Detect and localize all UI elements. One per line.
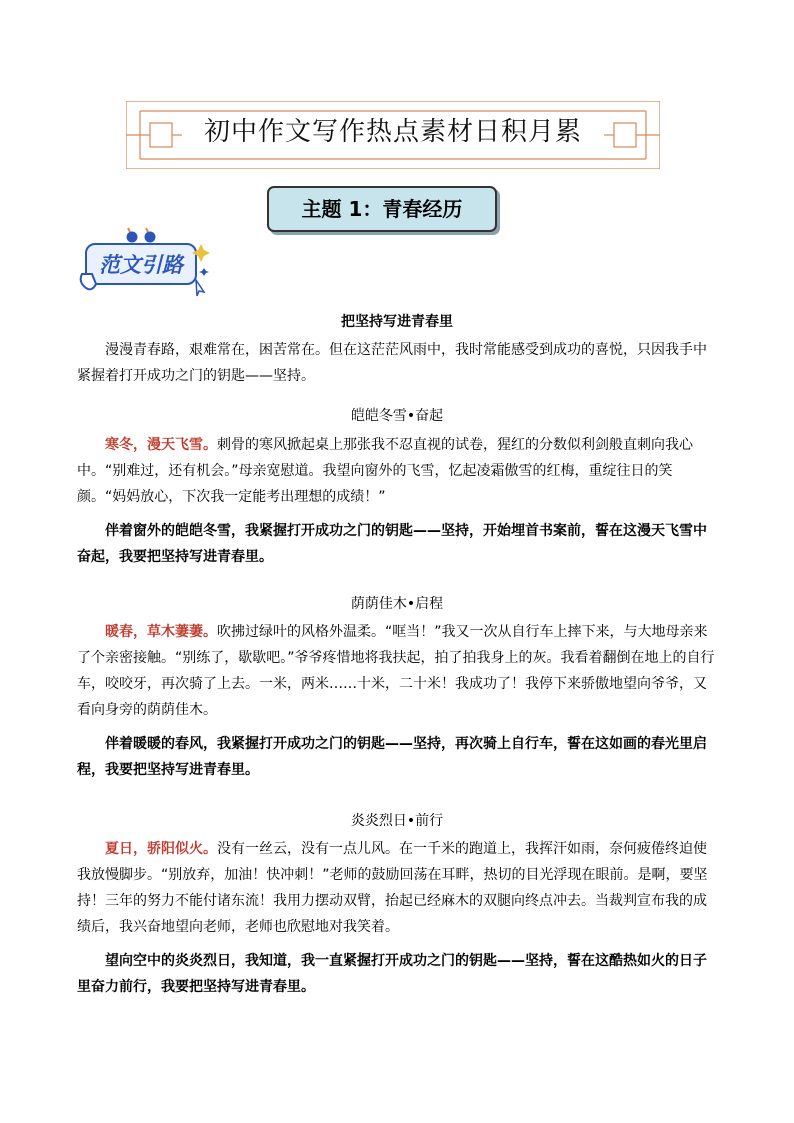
article-title: 把坚持写进青春里 [341, 314, 453, 330]
section-1-summary: 伴着窗外的皑皑冬雪，我紧握打开成功之门的钥匙——坚持，开始埋首书案前，誓在这漫天飞雪中奋起，我要把坚持写进青春里。 [77, 523, 707, 565]
section-3-body [77, 836, 717, 940]
badge-text: 范文引路 [99, 253, 183, 277]
section-3-lead: 夏日，骄阳似火。 [105, 841, 217, 857]
section-3-text: 没有一丝云，没有一点儿风。在一千米的跑道上，我挥汗如雨，奈何疲倦终迫使我放慢脚步。“别放弃，加油！快冲刺！”老师的鼓励回荡在耳畔，热切的目光浮现在眼前。是啊，要坚持！三年的努力不能付诸东流！我用力摆动双臂，抬起已经麻木的双腿向终点冲去。当裁判宣布我的成绩后，我兴奋地望向老师，老师也欣慰地对我笑着。 [77, 841, 708, 935]
banner [126, 101, 660, 169]
section-1-lead: 寒冬，漫天飞雪。 [105, 437, 217, 453]
section-3-summary: 望向空中的炎炎烈日，我知道，我一直紧握打开成功之门的钥匙——坚持，誓在这酷热如火的日子里奋力前行，我要把坚持写进青春里。 [77, 953, 707, 995]
section-1 [77, 432, 717, 570]
section-2-text: 吹拂过绿叶的风格外温柔。“哐当！”我又一次从自行车上摔下来，与大地母亲来了个亲密接触。“别练了，歇歇吧。”爷爷疼惜地将我扶起，拍了拍我身上的灰。我看着翻倒在地上的自行车，咬咬牙，再次骑了上去。一米，两米……十米，二十米！我成功了！我停下来骄傲地望向爷爷，又看向身旁的荫荫佳木。 [77, 624, 715, 718]
section-1-body [77, 432, 717, 510]
section-3-subtitle: 炎炎烈日•前行 [350, 813, 444, 829]
section-badge [72, 226, 212, 300]
badge-graphic [72, 226, 212, 300]
intro-block [77, 337, 717, 389]
section-2-subtitle: 荫荫佳木•启程 [350, 596, 444, 612]
section-1-subtitle: 皑皑冬雪•奋起 [350, 408, 444, 424]
section-2-lead: 暖春，草木萋萋。 [105, 624, 217, 640]
banner-title: 初中作文写作热点素材日积月累 [203, 117, 582, 147]
theme-title: 主题 1：青春经历 [267, 186, 497, 232]
section-1-text: 刺骨的寒风掀起桌上那张我不忍直视的试卷，猩红的分数似利剑般直刺向我心中。“别难过，还有机会。”母亲宽慰道。我望向窗外的飞雪，忆起凌霜傲雪的红梅，重绽往日的笑颜。“妈妈放心，下次我一定能考出理想的成绩！” [77, 437, 693, 505]
section-3 [77, 836, 717, 1000]
section-2-summary: 伴着暖暖的春风，我紧握打开成功之门的钥匙——坚持，再次骑上自行车，誓在这如画的春光里启程，我要把坚持写进青春里。 [77, 736, 707, 778]
section-2 [77, 619, 717, 783]
section-2-body [77, 619, 717, 723]
intro-paragraph: 漫漫青春路，艰难常在，困苦常在。但在这茫茫风雨中，我时常能感受到成功的喜悦，只因我手中紧握着打开成功之门的钥匙——坚持。 [77, 342, 707, 384]
